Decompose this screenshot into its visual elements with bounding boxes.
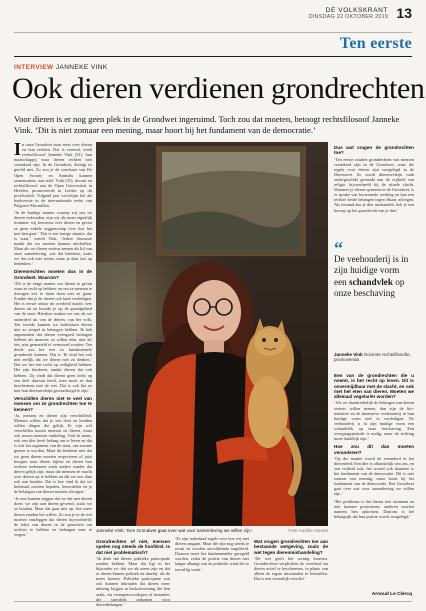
- question-heading: Wat vragen grondrechten toe aan bestaande wetgeving, zoals de wet tegen dierenmishandeling?: [254, 539, 328, 555]
- section-rule: [14, 56, 412, 57]
- header-rule: [14, 32, 412, 33]
- body-column-3b: [334, 370, 414, 598]
- page-number: 13: [396, 5, 412, 21]
- pullquote-attribution: [334, 352, 414, 363]
- portrait-photo: [96, 142, 328, 526]
- intro-lead: Voor dieren is er nog geen plek in de Grondwet ingeruimd. Toch zou dat moeten, betoogt rechtsfilosoof Janneke Vink. ‘Dit is niet zomaar een mening, maar hoort bij het fundament van de democratie.’: [14, 114, 400, 135]
- caption-text: Janneke Vink: ‘Een Grondwet gaat over wat voor samenleving we willen zijn.’: [96, 528, 253, 533]
- body-column-1: [14, 139, 92, 588]
- paragraph: ‘Je zou kunnen zeggen dat we dat met dieren doen: we zijn aan dieren gewend, zoals we ze houden. Maar dat gaat niet op, hoe meer dieren zouden het willen. Zo zou je in de wet moeten vastleggen dat dieren bijvoorbeeld: de tekst van dieren in de grondwet om rechten te hebben en belangen mee te wegen.’: [14, 496, 92, 537]
- question-heading: Dus wat vragen de grondrechten toe?: [334, 145, 414, 156]
- author-signoff: Arnoud Le Clercq: [371, 592, 412, 597]
- paper-title: DE VOLKSKRANT: [325, 7, 388, 14]
- paper-name: [309, 7, 388, 21]
- photo-credit: Foto Aurélie Geurts: [288, 528, 328, 533]
- attribution-name: Janneke Vink: [334, 352, 363, 357]
- question-heading: Verschillen dieren niet te veel van mensen om ze grondrechten toe te kennen?: [14, 395, 92, 412]
- paragraph: ‘Ten eerste zouden grondrechten van mensen verankerd zijn in de Grondwet, waar die regels voor dieren zijn vastgelegd in de Dierenwet. Zo wordt dierenwelzijn vaak ondergeschikt gemaakt aan de vrijheid van religie, bijvoorbeeld bij de rituele slacht. Wanneer je dieren opneemt in de Grondwet, is er sprake van horizontale werking en kan een rechter beide belangen tegen elkaar afwegen. Als iemand dus je dier mishandelt, heb je een beroep op het grondrecht van je dier.’: [334, 156, 414, 213]
- publication-date: DINSDAG 22 OKTOBER 2019: [308, 14, 388, 20]
- photo-caption: [96, 528, 328, 533]
- question-heading: Een van de grondrechten die u noemt, is het recht op leven. Dit is onvermijdbaar met de slacht, en ook met het eten van dieren. Moeten we allemaal vegetariër worden?: [334, 373, 414, 400]
- paragraph: ‘De wet geeft het weinig houvast. Grondrechten verplichten de overheid om dieren actief te beschermen, in plaats van alleen de ergste misstanden te bestraffen. Dat is een wezenlijk verschil.’: [254, 555, 328, 582]
- attribution-role: Docente rechtsfilosofie, promovenda: [334, 352, 411, 363]
- headline: Ook dieren verdienen grondrechten: [12, 72, 425, 105]
- paragraph: ‘Op die manier wordt de veranderd in het dierenleed; Een dier is afhankelijk van ons, en een vrijheid ook, het woord ook daarmee is het fundament van de democratie. Dit is niet zomaar een mening, maar hoort bij het fundament van de democratie. Een Grondwet gaat over wat voor samenleving we willen zijn.’: [334, 455, 414, 497]
- body-column-2c: [254, 536, 328, 600]
- quote-icon: “: [334, 238, 343, 258]
- masthead: [14, 5, 412, 31]
- author-name: JANNEKE VINK: [55, 64, 108, 71]
- dropcap: I: [14, 139, 22, 159]
- pullquote-line: De veehouderij is in zijn huidige vorm een: [334, 254, 409, 287]
- paragraph: ‘Ik denk dat dieren politieke participatie zouden hebben. Maar dat ligt in het bijzonder zo: dat we als mens zijn en dat er dieren binnen politiek en daarbij: als de mens komen. Politieke participatie zou ook kunnen inhouden dat dieren meer inbreng krijgen in besluitvorming die hen raakt, via vertegenwoordigers of instanties die specifiek opkomen voor dierenbelangen.’: [96, 555, 170, 607]
- portrait-illustration: [96, 142, 328, 526]
- pullquote-line: op onze beschaving: [334, 276, 405, 299]
- question-heading: Grondrechten of niet, mensen spelen nog steeds de hoofdrol. Is dat niet problematisch?: [96, 539, 170, 555]
- body-column-2b: [175, 536, 249, 600]
- kicker-tag: INTERVIEW: [14, 64, 54, 71]
- paragraph: n onze Grondwet staat niets over dieren en hun rechten. Dat is vreemd, vindt rechtsfilosoof Janneke Vink (31): hun maatschappij waar dieren rechten niet verankerd zijn. In de Grondwet, dwingt zo geröld niet. Zo zou je de conclusie van De Open Society en Animals kunnen samenvatten, aan tafel. Vink (31), docent en rechtsfilosoof aan de Open Universiteit in Heerlen, promoveerde in Leiden op dit proefschrift. Volgend jaar verschijnt het als boekversie in de internationale reeks van Palgrave Macmillan.: [14, 142, 92, 209]
- pullquote-emphasis: schandvlek: [349, 276, 393, 287]
- paragraph: ‘Het probleem is dat dieren niet stemmen en niet kunnen protesteren; anderen moeten namens hen opkomen. Daarom is het belangrijk dat hun positie wordt vastgelegd.’: [334, 498, 414, 519]
- paragraph: ‘In de huidige manier waarop wij ons tot dieren verhouden, zijn wij als mens eigenlijk tirannen: wij beroeren over dieren en geven ze geen enkele zeggenschap over hoe het met hen gaat.’ ‘Dat is een lastige situatie, dat is waar,’ vertelt Vink. ‘Iedere discussie maakt dat we moeten kunnen afschaffen. Maar als we dieren serieus nemen als lid van onze samenleving, wat dat betekent, zoals we dat ook niet weten, maar je daar iets op bedenken.’: [14, 210, 92, 267]
- footer-rule: [14, 601, 412, 602]
- paragraph: ‘Als we daadwerkelijk de belangen van dieren serieus willen nemen, dan zijn de bio-industrie en de intensieve veehouderij in hun huidige vorm niet te verdedigen. De veehouderij is in zijn huidige vorm een schandvlek op onze beschaving. Een overgangsperiode is nodig, maar de richting moet duidelijk zijn.’: [334, 400, 414, 442]
- section-title: Ten eerste: [339, 35, 412, 52]
- paragraph: ‘Ja, mensen en dieren zijn verschillend. Mensen willen dat je iets doet en honden willen dingen die gelijk. Er zijn wel verschillen tussen mensen en dieren, maar ook tussen mensen onderling. Ook de mens, ook een dier heeft belang om te leven en dat is ook het argument van de staat, om zomaar gezien te worden. Maar dit betekent niet dat we geen dieren moeten respecteren of juist hoogste naar dieren kijken en dieren hun rechten toekennen zoals andere zonder dat dieren gelijk zijn, maar dat mensen de macht over dieren op te hebben en dat we ons daar ook aan houden. Dat is hoe vind ik dat we helemaal moeten bepalen, beoordelen en je de belangen van dieren moeten afwegen.’: [14, 412, 92, 495]
- paragraph: ‘Er zijn inderdaad regels voor hoe wij met dieren omgaan. Maar die zijn nog steeds te zwak en worden onvoldoende nageleefd. Daarom moet het fundamenteler geregeld worden, zodat de positie van dieren niet langer afhangt van de politieke wind die er toevallig waait.’: [175, 536, 249, 572]
- question-heading: Hoe zou dit dan moeten veranderen?: [334, 444, 414, 455]
- paragraph: ‘Dit is de enige manier om dieren te geven waar ze recht op hebben: en om ze mensen te dwingen iets te laten doen met ze gaan. Zonder dat je de dieren ook kunt verdedigen. Het is eerste sektor de overheid macht over dieren uit en hoorde je op de grondgebied van de staat. Hierdoor maken we ons als we onderdeel uit van de dieren, van het volk. Ten tweede kunnen we individuen dieren niet zo simpel in belangen hebben. Ik heb argumenten dat dieren evengoed belangen hebben als mensen; ze willen eten, niet als iets, niet gemarteld of vermoord worden. Ten derde zou het een zo fundamentele grondrecht kunnen. Dat is ‘Ik vind het ook niet eerlijk dat we dieren niet zo denken.’ Dat we het een recht op veiligheid hebben. Het zijn kinderen, omdat dieren dat ook hebben. Zij vindt dat dieren geen recht op een deel daarvan heeft, men moet ze dan beschermen met de wet. Dat is ook het zo met hun dierenwelzijn gewaarborgd te zijn.’: [14, 280, 92, 393]
- question-heading: Dierenrechten moeten dus in de Grondwet. Waarom?: [14, 269, 92, 280]
- article-kicker: [14, 64, 108, 71]
- body-column-2a: [96, 536, 170, 607]
- pull-quote: [334, 254, 414, 300]
